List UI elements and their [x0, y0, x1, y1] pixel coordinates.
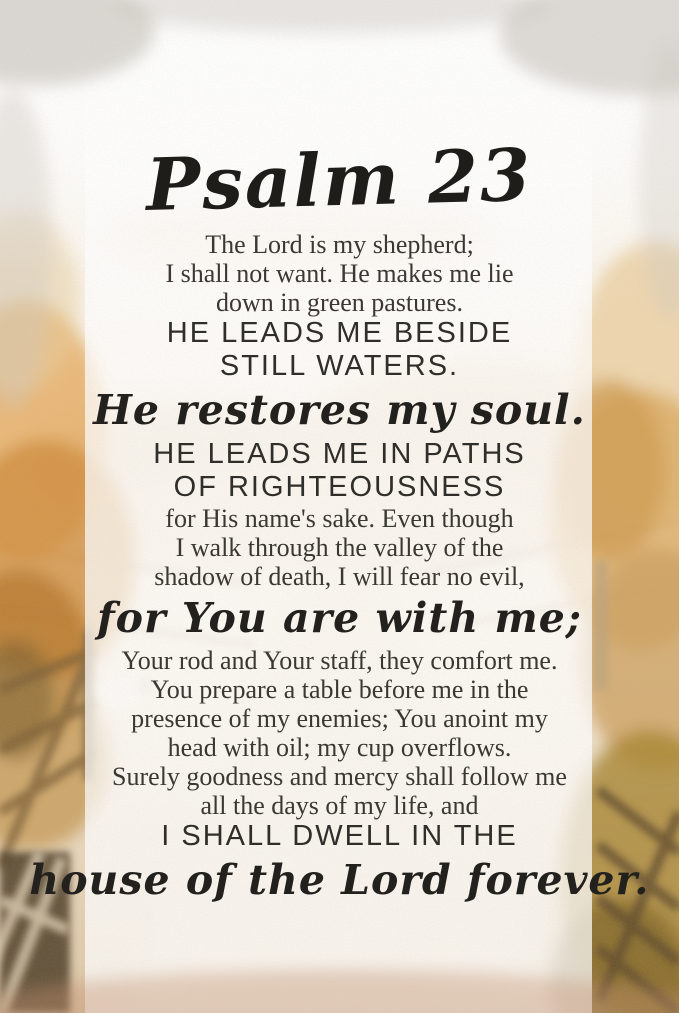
verse-line: OF RIGHTEOUSNESS	[173, 471, 506, 503]
verse-line: Surely goodness and mercy shall follow me	[112, 762, 567, 791]
verse-line: You prepare a table before me in the	[150, 675, 529, 704]
verse-line: He restores my soul.	[93, 386, 586, 434]
verse-line: all the days of my life, and	[200, 791, 479, 820]
verse-line: down in green pastures.	[216, 288, 463, 317]
verse-line: presence of my enemies; You anoint my	[131, 704, 548, 733]
verse-line: HE LEADS ME IN PATHS	[153, 438, 526, 470]
verse-line: STILL WATERS.	[219, 350, 460, 382]
verse-line: The Lord is my shepherd;	[205, 230, 474, 259]
verse-line: I SHALL DWELL IN THE	[161, 820, 518, 852]
verse-line: I walk through the valley of the	[175, 533, 504, 562]
verse-line: head with oil; my cup overflows.	[167, 733, 512, 762]
verse-line: HE LEADS ME BESIDE	[166, 317, 513, 349]
psalm-title: Psalm 23	[145, 131, 534, 228]
verse-line: shadow of death, I will fear no evil,	[154, 562, 525, 591]
verse-line: for His name's sake. Even though	[165, 504, 514, 533]
verse-line: house of the Lord forever.	[29, 856, 650, 904]
verse-line: for You are with me;	[96, 594, 582, 642]
verse-line: Your rod and Your staff, they comfort me.	[121, 646, 558, 675]
verse-line: I shall not want. He makes me lie	[165, 259, 514, 288]
